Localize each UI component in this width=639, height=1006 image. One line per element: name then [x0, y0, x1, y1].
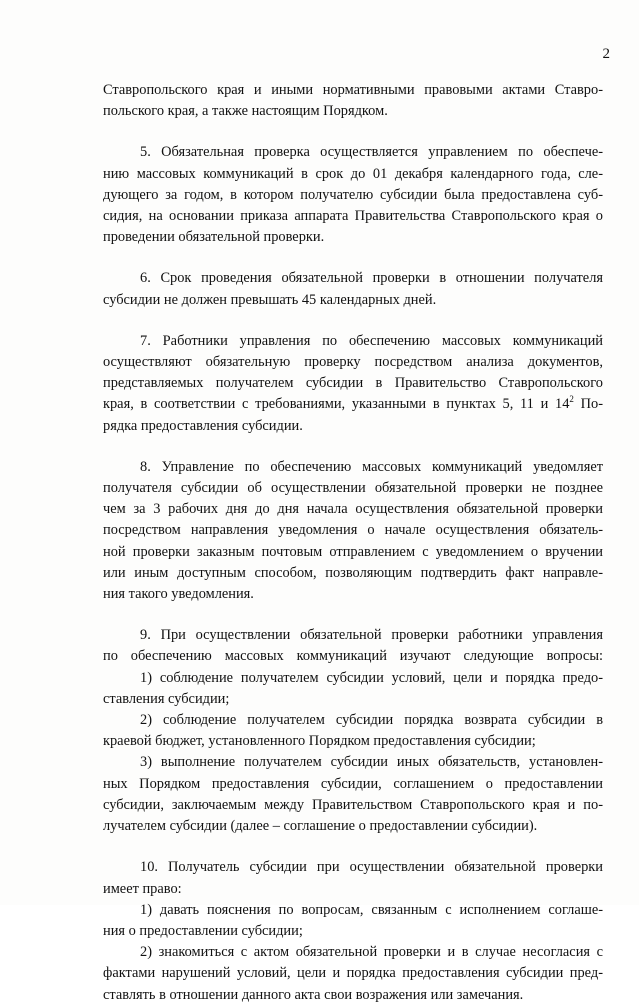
text-line: 8. Управление по обеспечению массовых коммуникаций уведомляет: [140, 458, 603, 475]
text-line: ной проверки заказным почтовым отправлением с уведомлением о вручении: [103, 543, 603, 560]
list-item-line: ных Порядком предоставления субсидии, соглашением о предоставлении: [103, 775, 603, 792]
text-line: получателя субсидии об осуществлении обязательной проверки не позднее: [103, 480, 603, 497]
text-line-with-superscript: [103, 394, 603, 415]
text-fragment: По-: [573, 396, 603, 413]
list-item-line: краевой бюджет, установленного Порядком предоставления субсидии;: [103, 733, 536, 750]
list-item-line: 1) соблюдение получателем субсидии условий, цели и порядка предо-: [140, 669, 603, 686]
list-item-line: лучателем субсидии (далее – соглашение о предоставлении субсидии).: [103, 818, 538, 835]
list-item-line: фактами нарушений условий, цели и порядка предоставления субсидии пред-: [103, 965, 603, 982]
list-item-line: ния о предоставлении субсидии;: [103, 922, 303, 939]
paragraph-6: [103, 268, 603, 310]
text-fragment: края, в соответствии с требованиями, указанными в пунктах 5, 11 и 14: [103, 396, 570, 413]
text-line: 10. Получатель субсидии при осуществлении обязательной проверки: [140, 859, 603, 876]
text-line: представляемых получателем субсидии в Правительство Ставропольского: [103, 375, 603, 392]
list-item-line: 2) знакомиться с актом обязательной проверки и в случае несогласия с: [140, 944, 603, 961]
paragraph-7: [103, 331, 603, 437]
text-line: 7. Работники управления по обеспечению массовых коммуникаций: [140, 332, 603, 349]
page-number: 2: [602, 46, 610, 62]
text-line: ния такого уведомления.: [103, 586, 254, 603]
text-line: польского края, а также настоящим Порядком.: [103, 103, 388, 120]
text-line: осуществляют обязательную проверку посредством анализа документов,: [103, 354, 603, 371]
superscript: 2: [569, 394, 574, 405]
text-line: 5. Обязательная проверка осуществляется управлением по обеспече-: [140, 144, 603, 161]
text-line: чем за 3 рабочих дня до дня начала осуществления обязательной проверки: [103, 501, 603, 518]
document-body: [103, 80, 603, 1006]
text-line: сидия, на основании приказа аппарата Правительства Ставропольского края о: [103, 208, 603, 225]
paragraph-8: [103, 457, 603, 605]
text-line: по обеспечению массовых коммуникаций изучают следующие вопросы:: [103, 648, 603, 665]
text-line: дующего за годом, в котором получателю субсидии была предоставлена суб-: [103, 186, 603, 203]
text-line: рядка предоставления субсидии.: [103, 417, 303, 434]
paragraph-5: [103, 142, 603, 248]
paragraph-continuation: [103, 80, 603, 122]
paragraph-10: [103, 857, 603, 1005]
text-line: Ставропольского края и иными нормативными правовыми актами Ставро-: [103, 82, 603, 98]
text-line: 6. Срок проведения обязательной проверки в отношении получателя: [140, 270, 603, 287]
list-item-line: 3) выполнение получателем субсидии иных обязательств, установлен-: [140, 754, 603, 771]
list-item-line: ставления субсидии;: [103, 690, 230, 707]
text-line: проведении обязательной проверки.: [103, 229, 325, 246]
text-line: или иным доступным способом, позволяющим подтвердить факт направле-: [103, 564, 603, 581]
list-item-line: ставлять в отношении данного акта свои возражения или замечания.: [103, 986, 524, 1003]
list-item-line: 2) соблюдение получателем субсидии порядка возврата субсидии в: [140, 712, 603, 729]
text-line: посредством направления уведомления о начале осуществления обязатель-: [103, 522, 603, 539]
list-item-line: субсидии, заключаемым между Правительством Ставропольского края и по-: [103, 796, 603, 813]
paragraph-9: [103, 625, 603, 837]
text-line: 9. При осуществлении обязательной проверки работники управления: [140, 627, 603, 644]
text-line: нию массовых коммуникаций в срок до 01 декабря календарного года, сле-: [103, 165, 603, 182]
text-line: субсидии не должен превышать 45 календарных дней.: [103, 291, 437, 308]
text-line: имеет право:: [103, 880, 182, 897]
list-item-line: 1) давать пояснения по вопросам, связанным с исполнением соглаше-: [140, 901, 603, 918]
